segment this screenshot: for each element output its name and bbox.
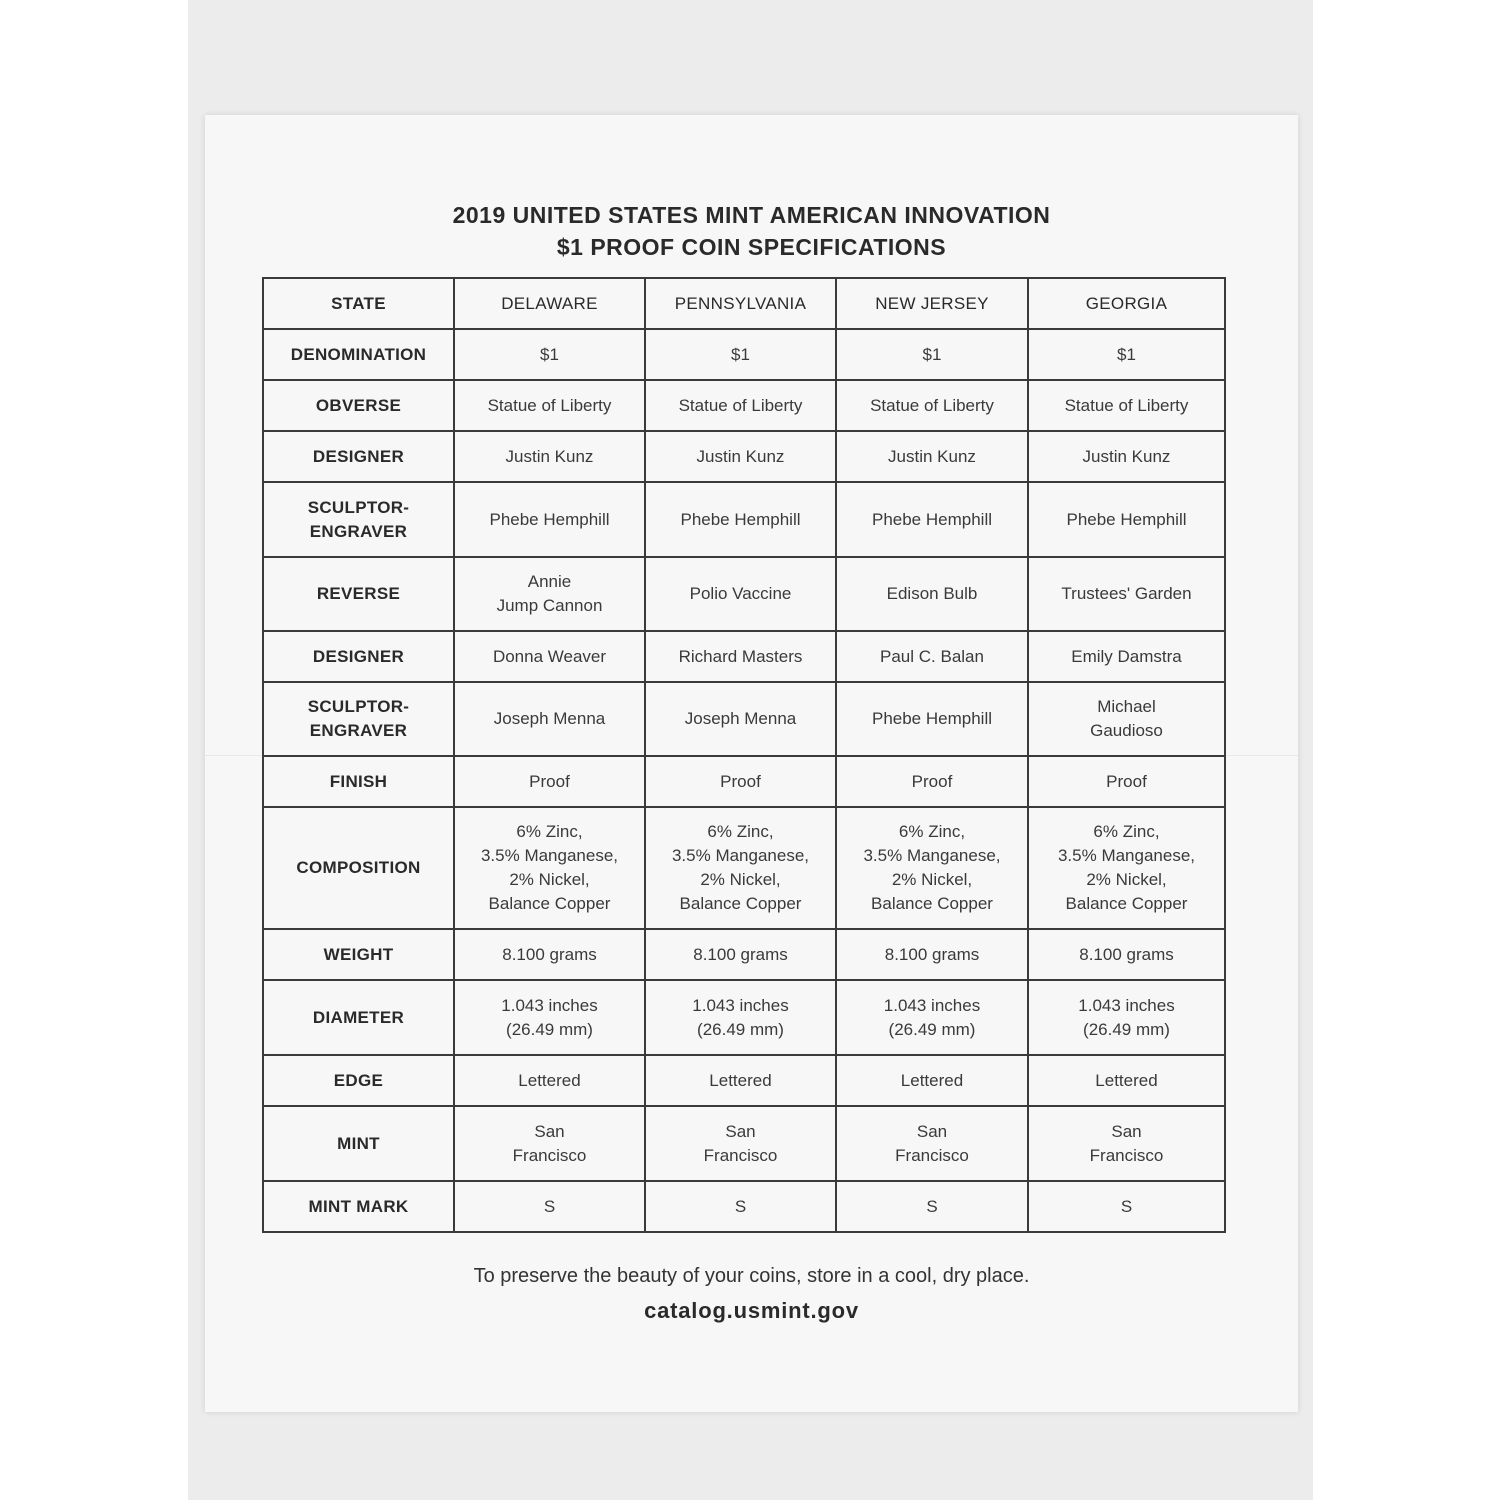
table-cell: Polio Vaccine	[645, 557, 836, 631]
row-label: WEIGHT	[263, 929, 454, 980]
table-row	[263, 431, 1225, 482]
row-label: DENOMINATION	[263, 329, 454, 380]
care-note: To preserve the beauty of your coins, store in a cool, dry place.	[473, 1265, 1030, 1287]
table-cell: Justin Kunz	[454, 431, 645, 482]
table-cell: Phebe Hemphill	[1028, 482, 1225, 557]
row-label: DESIGNER	[263, 431, 454, 482]
table-cell: S	[645, 1181, 836, 1232]
table-cell: Justin Kunz	[836, 431, 1028, 482]
table-cell: Lettered	[645, 1055, 836, 1106]
table-cell: Proof	[645, 756, 836, 807]
table-cell: Trustees' Garden	[1028, 557, 1225, 631]
table-cell: Donna Weaver	[454, 631, 645, 682]
table-cell: $1	[454, 329, 645, 380]
table-cell: Proof	[836, 756, 1028, 807]
table-cell: 1.043 inches (26.49 mm)	[645, 980, 836, 1055]
table-cell: Phebe Hemphill	[454, 482, 645, 557]
table-cell: Annie Jump Cannon	[454, 557, 645, 631]
table-cell: 1.043 inches (26.49 mm)	[1028, 980, 1225, 1055]
spec-sheet	[205, 115, 1298, 1412]
row-label: SCULPTOR- ENGRAVER	[263, 682, 454, 756]
table-cell: Justin Kunz	[1028, 431, 1225, 482]
row-label: COMPOSITION	[263, 807, 454, 929]
header-col-delaware: DELAWARE	[454, 278, 645, 329]
header-col-georgia: GEORGIA	[1028, 278, 1225, 329]
table-cell: Joseph Menna	[645, 682, 836, 756]
table-cell: Lettered	[1028, 1055, 1225, 1106]
table-cell: Joseph Menna	[454, 682, 645, 756]
table-row	[263, 980, 1225, 1055]
table-cell: $1	[645, 329, 836, 380]
table-cell: Statue of Liberty	[836, 380, 1028, 431]
table-cell: 8.100 grams	[836, 929, 1028, 980]
table-row	[263, 1106, 1225, 1181]
table-cell: Proof	[454, 756, 645, 807]
table-cell: Edison Bulb	[836, 557, 1028, 631]
row-label: MINT MARK	[263, 1181, 454, 1232]
table-cell: 6% Zinc, 3.5% Manganese, 2% Nickel, Balance Copper	[454, 807, 645, 929]
row-label: EDGE	[263, 1055, 454, 1106]
sheet-title	[205, 199, 1298, 263]
table-cell: Paul C. Balan	[836, 631, 1028, 682]
table-cell: 1.043 inches (26.49 mm)	[454, 980, 645, 1055]
table-row	[263, 329, 1225, 380]
table-cell: S	[1028, 1181, 1225, 1232]
row-label: MINT	[263, 1106, 454, 1181]
table-cell: Michael Gaudioso	[1028, 682, 1225, 756]
table-cell: 1.043 inches (26.49 mm)	[836, 980, 1028, 1055]
table-cell: Justin Kunz	[645, 431, 836, 482]
row-label: OBVERSE	[263, 380, 454, 431]
table-row	[263, 682, 1225, 756]
table-cell: S	[454, 1181, 645, 1232]
table-cell: San Francisco	[836, 1106, 1028, 1181]
title-line-2: $1 PROOF COIN SPECIFICATIONS	[556, 234, 947, 260]
table-cell: $1	[836, 329, 1028, 380]
table-cell: San Francisco	[454, 1106, 645, 1181]
table-cell: Phebe Hemphill	[836, 682, 1028, 756]
row-label: FINISH	[263, 756, 454, 807]
table-row	[263, 631, 1225, 682]
table-cell: Lettered	[836, 1055, 1028, 1106]
row-label: DIAMETER	[263, 980, 454, 1055]
catalog-url: catalog.usmint.gov	[644, 1298, 859, 1323]
table-row	[263, 756, 1225, 807]
table-cell: Richard Masters	[645, 631, 836, 682]
table-row	[263, 929, 1225, 980]
table-cell: 8.100 grams	[454, 929, 645, 980]
table-cell: Phebe Hemphill	[645, 482, 836, 557]
table-row	[263, 557, 1225, 631]
header-col-pennsylvania: PENNSYLVANIA	[645, 278, 836, 329]
table-cell: S	[836, 1181, 1028, 1232]
title-line-1: 2019 UNITED STATES MINT AMERICAN INNOVATION	[452, 202, 1051, 228]
table-cell: Proof	[1028, 756, 1225, 807]
header-label-state: STATE	[263, 278, 454, 329]
table-cell: Statue of Liberty	[645, 380, 836, 431]
table-cell: San Francisco	[645, 1106, 836, 1181]
table-header-row	[263, 278, 1225, 329]
table-cell: 6% Zinc, 3.5% Manganese, 2% Nickel, Balance Copper	[836, 807, 1028, 929]
table-cell: San Francisco	[1028, 1106, 1225, 1181]
table-cell: $1	[1028, 329, 1225, 380]
row-label: REVERSE	[263, 557, 454, 631]
table-row	[263, 482, 1225, 557]
table-row	[263, 1055, 1225, 1106]
table-row	[263, 807, 1225, 929]
table-cell: Phebe Hemphill	[836, 482, 1028, 557]
table-row	[263, 380, 1225, 431]
table-cell: 6% Zinc, 3.5% Manganese, 2% Nickel, Balance Copper	[645, 807, 836, 929]
table-row	[263, 1181, 1225, 1232]
table-cell: Emily Damstra	[1028, 631, 1225, 682]
table-cell: 8.100 grams	[1028, 929, 1225, 980]
table-cell: 6% Zinc, 3.5% Manganese, 2% Nickel, Balance Copper	[1028, 807, 1225, 929]
spec-table	[262, 277, 1226, 1233]
table-cell: 8.100 grams	[645, 929, 836, 980]
header-col-new-jersey: NEW JERSEY	[836, 278, 1028, 329]
row-label: SCULPTOR- ENGRAVER	[263, 482, 454, 557]
table-cell: Statue of Liberty	[454, 380, 645, 431]
table-cell: Lettered	[454, 1055, 645, 1106]
table-cell: Statue of Liberty	[1028, 380, 1225, 431]
row-label: DESIGNER	[263, 631, 454, 682]
